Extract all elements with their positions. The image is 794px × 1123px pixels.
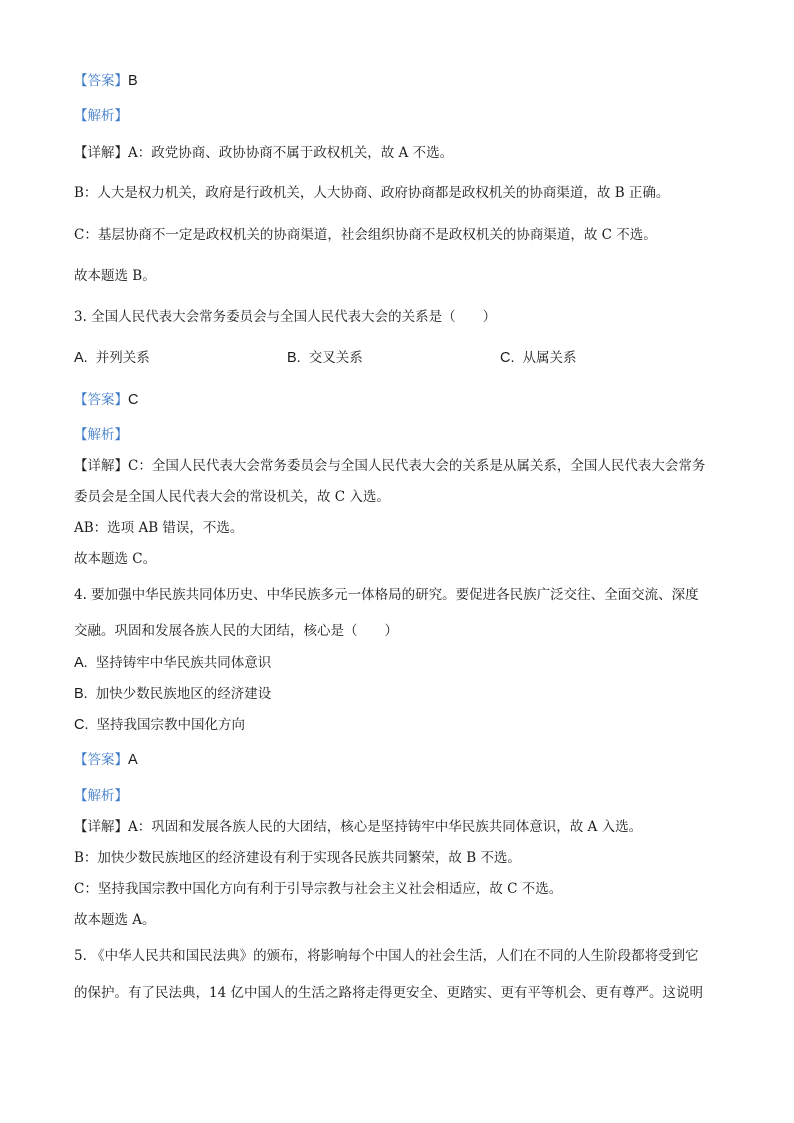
option-c: [74, 718, 245, 733]
detail-text: C：全国人民代表大会常务委员会与全国人民代表大会的关系是从属关系，全国人民代表大会常务: [128, 458, 706, 474]
option-text: 从属关系: [522, 350, 577, 366]
option-letter: C.: [500, 350, 515, 366]
answer-value: A: [128, 752, 138, 768]
option-c: [500, 351, 577, 366]
detail-line: 故本题选 A。: [74, 912, 156, 928]
detail-line: C：基层协商不一定是政权机关的协商渠道，社会组织协商不是政权机关的协商渠道，故 C 不选。: [74, 227, 657, 243]
answer-line: [74, 393, 138, 408]
detail-text: A：巩固和发展各族人民的大团结，核心是坚持铸牢中华民族共同体意识，故 A 入选。: [128, 819, 643, 835]
answer-tag: 【答案】: [74, 752, 128, 768]
option-b: [287, 351, 363, 366]
question-stem: 4. 要加强中华民族共同体历史、中华民族多元一体格局的研究。要促进各民族广泛交往、全面交流、深度: [74, 587, 699, 603]
option-text: 交叉关系: [308, 350, 363, 366]
detail-line: [74, 460, 705, 474]
answer-line: [74, 74, 138, 89]
detail-line: AB：选项 AB 错误，不选。: [74, 520, 244, 536]
option-a: [74, 351, 150, 366]
analysis-tag: 【解析】: [74, 427, 128, 443]
option-text: 坚持铸牢中华民族共同体意识: [95, 655, 272, 671]
question-stem: 的保护。有了民法典，14 亿中国人的生活之路将走得更安全、更踏实、更有平等机会、更有尊严。这说明: [74, 985, 703, 1001]
option-a: [74, 656, 271, 671]
option-b: [74, 687, 271, 702]
option-text: 加快少数民族地区的经济建设: [95, 686, 272, 702]
question-stem: 交融。巩固和发展各族人民的大团结，核心是（ ）: [74, 623, 398, 639]
question-stem: 3. 全国人民代表大会常务委员会与全国人民代表大会的关系是（ ）: [74, 309, 497, 325]
option-text: 并列关系: [95, 350, 150, 366]
detail-line: 故本题选 C。: [74, 551, 157, 567]
detail-tag: 【详解】: [74, 145, 128, 161]
detail-line: [74, 821, 642, 835]
answer-value: B: [128, 73, 138, 89]
option-letter: B.: [74, 686, 88, 702]
option-text: 坚持我国宗教中国化方向: [96, 717, 245, 733]
detail-line: 故本题选 B。: [74, 268, 156, 284]
detail-line: 委员会是全国人民代表大会的常设机关，故 C 入选。: [74, 489, 390, 505]
detail-tag: 【详解】: [74, 458, 128, 474]
detail-line: C：坚持我国宗教中国化方向有利于引导宗教与社会主义社会相适应，故 C 不选。: [74, 881, 563, 897]
answer-line: [74, 753, 138, 768]
answer-tag: 【答案】: [74, 392, 128, 408]
answer-tag: 【答案】: [74, 73, 128, 89]
option-letter: A.: [74, 655, 88, 671]
analysis-tag: 【解析】: [74, 108, 128, 124]
detail-line: B：加快少数民族地区的经济建设有利于实现各民族共同繁荣，故 B 不选。: [74, 850, 521, 866]
question-stem: 5. 《中华人民共和国民法典》的颁布，将影响每个中国人的社会生活，人们在不同的人生阶段都将受到它: [74, 948, 699, 964]
option-letter: C.: [74, 717, 89, 733]
detail-line: B：人大是权力机关，政府是行政机关，人大协商、政府协商都是政权机关的协商渠道，故 B 正确。: [74, 185, 670, 201]
detail-tag: 【详解】: [74, 819, 128, 835]
answer-value: C: [128, 392, 139, 408]
detail-line: [74, 147, 453, 161]
option-letter: A.: [74, 350, 88, 366]
option-letter: B.: [287, 350, 301, 366]
analysis-tag: 【解析】: [74, 788, 128, 804]
detail-text: A：政党协商、政协协商不属于政权机关，故 A 不选。: [128, 145, 454, 161]
